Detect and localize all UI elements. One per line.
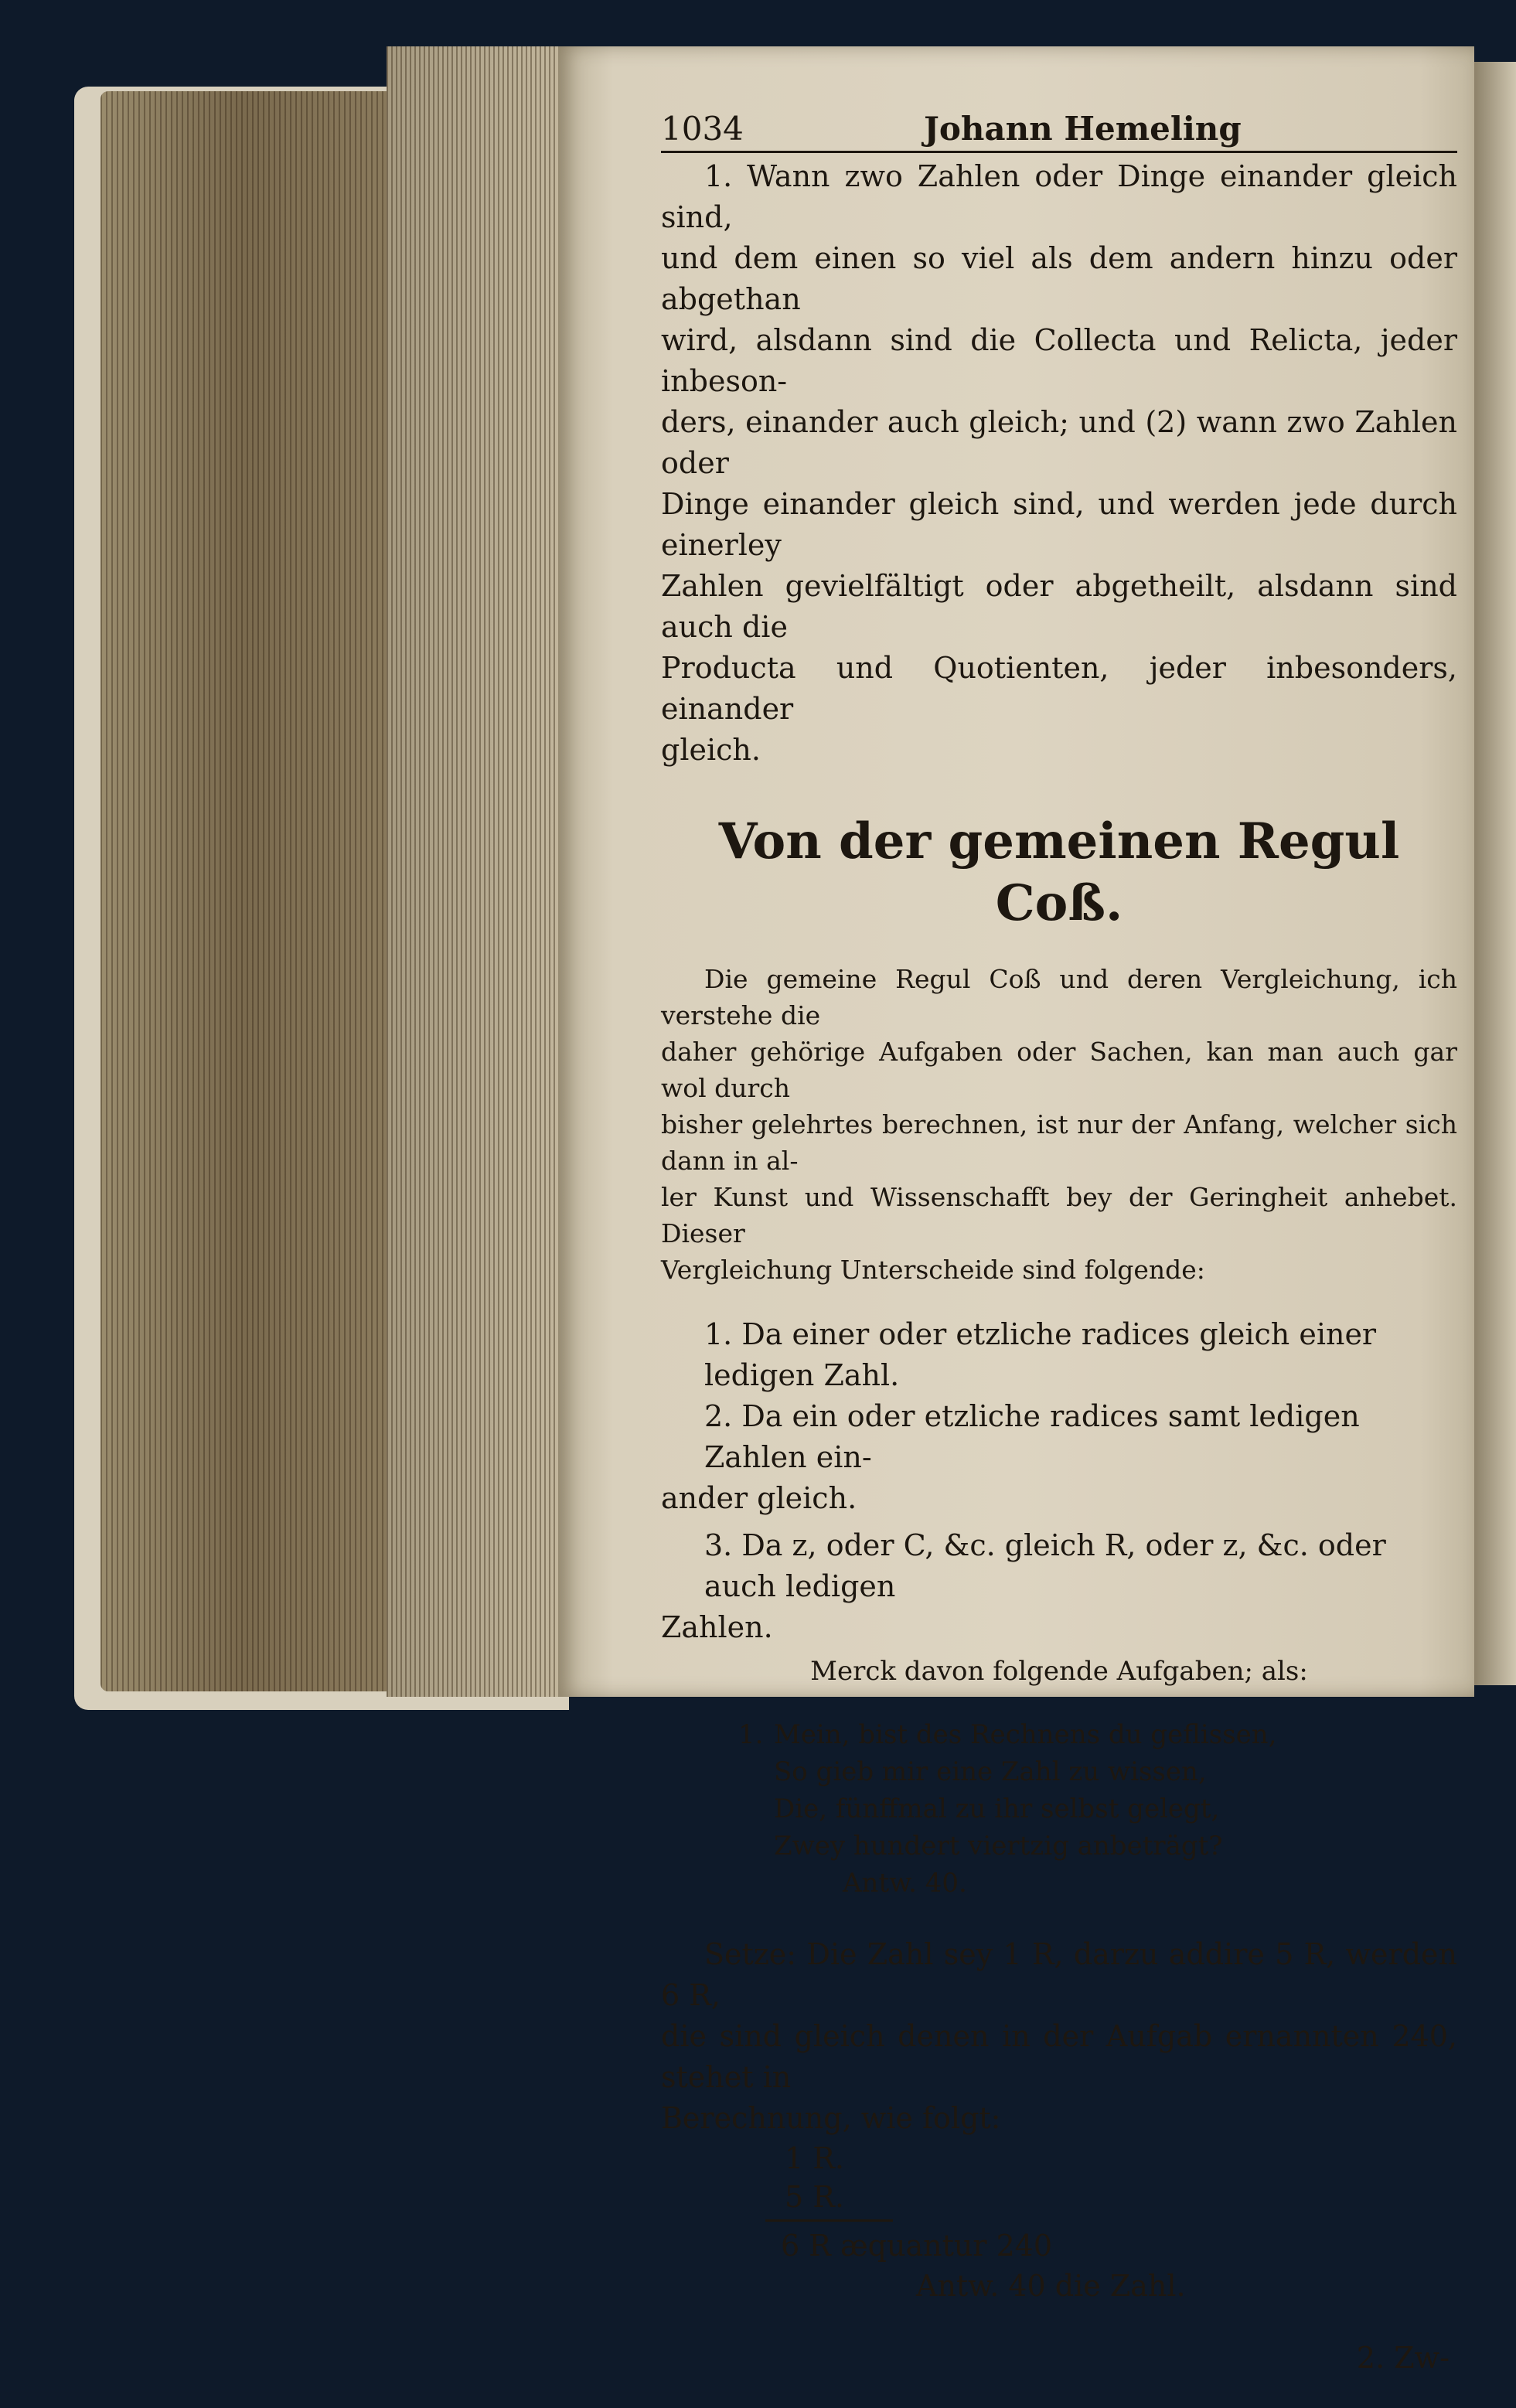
text-line: ders, einander auch gleich; und (2) wann zwo Zahlen oder [661,405,1457,480]
section-heading: Von der gemeinen Regul Coß. [718,812,1400,932]
paragraph-collecta-relicta [661,156,1457,771]
list-item: 2. Da ein oder etzliche radices samt ledigen Zahlen ein- [704,1399,1360,1474]
text-line: und dem einen so viel als dem andern hinzu oder abgethan [661,241,1457,316]
list-item: 3. Da z, oder C, &c. gleich R, oder z, &c. oder auch ledigen [704,1528,1386,1603]
verse-problem [661,1653,1457,1902]
calc-line: 1 R. [785,2141,844,2175]
catchword: 2. Zw- [1356,2341,1450,2375]
calc-line: 5 R. [785,2180,844,2214]
calc-result: 6 R æquantur 240 [781,2229,1053,2263]
text-line: die sind gleich denen in der Aufgab ernannten 240, stehet in [661,2019,1457,2094]
comparison-list [661,1314,1457,1648]
verse-line: Zwey hundert viertzig anbeträgt? [774,1831,1223,1861]
text-line: daher gehörige Aufgaben oder Sachen, kan man auch gar wol durch [661,1037,1457,1103]
running-title: Johann Hemeling [924,110,1242,148]
calculation [661,2139,1457,2307]
facing-page-edge [1474,62,1516,1685]
text-line: ler Kunst und Wissenschafft bey der Geringheit anhebet. Dieser [661,1182,1457,1248]
paragraph-regul-coss [661,961,1457,1288]
verse-text: Mein, bist des Rechnens du geflissen, [774,1719,1277,1750]
text-line: wird, alsdann sind die Collecta und Relicta, jeder inbeson- [661,323,1457,398]
text-line: gleich. [661,733,761,767]
verse-intro: Merck davon folgende Aufgaben; als: [810,1656,1308,1687]
running-head [661,108,1457,153]
calc-sum-rule [765,2219,893,2222]
calc-answer: Antw. 40 die Zahl. [916,2269,1186,2303]
text-line: Dinge einander gleich sind, und werden jede durch einerley [661,487,1457,562]
list-item: 1. Da einer oder etzliche radices gleich einer ledigen Zahl. [704,1317,1377,1392]
setze-paragraph [661,1934,1457,2139]
text-line: Berechnung, wie folgt: [661,2101,1001,2135]
page-text [661,108,1457,2408]
text-line: Producta und Quotienten, jeder inbesonders, einander [661,651,1457,726]
verse-line: Die, fünffmal zu ihr selbst gelegt, [774,1793,1220,1824]
text-line: bisher gelehrtes berechnen, ist nur der Anfang, welcher sich dann in al- [661,1109,1457,1176]
verse-answer: Antw. 40. [843,1868,967,1899]
text-line: Zahlen gevielfältigt oder abgetheilt, alsdann sind auch die [661,569,1457,644]
page-stack [387,46,568,1697]
text-line: Die gemeine Regul Coß und deren Vergleichung, ich verstehe die [661,964,1457,1030]
text-line: Vergleichung Unterscheide sind folgende: [661,1255,1205,1285]
list-item-continuation: ander gleich. [661,1481,857,1515]
text-line: Setze: Die Zahl sey 1 R, darzu addire 5 R, werden 6 R, [661,1937,1457,2012]
verse-line [738,1716,1457,1753]
list-item-continuation: Zahlen. [661,1610,773,1644]
text-line: 1. Wann zwo Zahlen oder Dinge einander gleich sind, [661,159,1457,234]
verse-line: So gieb mir eine Zahl zu wissen, [774,1756,1207,1787]
verse-number: 1. [738,1719,764,1750]
page-number: 1034 [661,110,744,148]
